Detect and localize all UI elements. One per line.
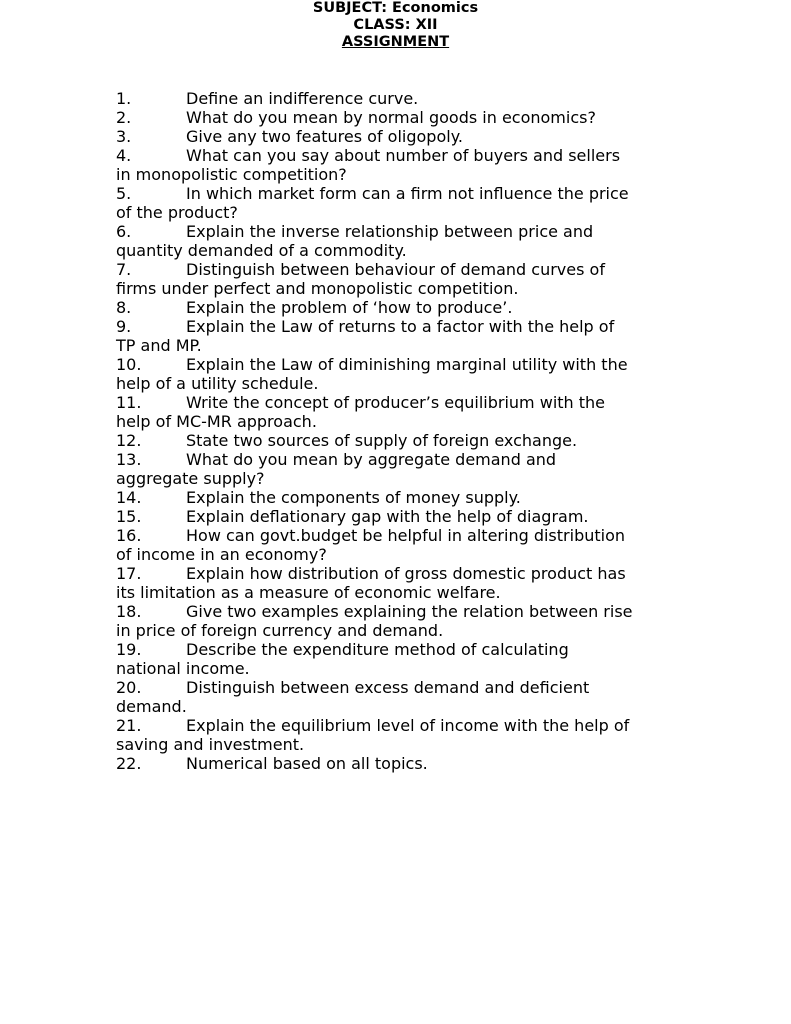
question-number: 20. (116, 678, 142, 697)
question-item (116, 564, 636, 602)
question-text: What can you say about number of buyers and sellers in monopolistic competition? (116, 146, 621, 184)
question-number: 22. (116, 754, 142, 773)
document-header (0, 0, 791, 51)
question-text: How can govt.budget be helpful in altering distribution of income in an economy? (116, 526, 626, 564)
question-number: 21. (116, 716, 142, 735)
question-text: Write the concept of producer’s equilibrium with the help of MC-MR approach. (116, 393, 606, 431)
question-text: Define an indifference curve. (186, 89, 419, 108)
question-text: Explain the Law of diminishing marginal utility with the help of a utility schedule. (116, 355, 628, 393)
question-item (116, 678, 636, 716)
question-number: 16. (116, 526, 142, 545)
question-number: 17. (116, 564, 142, 583)
class-heading: CLASS: XII (353, 17, 438, 33)
question-item (116, 146, 636, 184)
question-number: 13. (116, 450, 142, 469)
question-item (116, 716, 636, 754)
question-text: Give any two features of oligopoly. (186, 127, 463, 146)
question-number: 11. (116, 393, 142, 412)
question-item (116, 393, 636, 431)
question-list (116, 89, 636, 773)
subject-heading: SUBJECT: Economics (312, 0, 479, 16)
question-item (116, 754, 636, 773)
question-text: Explain the components of money supply. (186, 488, 521, 507)
question-item (116, 450, 636, 488)
question-text: Explain deflationary gap with the help of diagram. (186, 507, 589, 526)
question-text: What do you mean by aggregate demand and aggregate supply? (116, 450, 557, 488)
question-item (116, 298, 636, 317)
question-item (116, 127, 636, 146)
question-text: Describe the expenditure method of calculating national income. (116, 640, 569, 678)
question-number: 12. (116, 431, 142, 450)
question-number: 6. (116, 222, 132, 241)
question-number: 7. (116, 260, 132, 279)
assignment-title: ASSIGNMENT (341, 34, 450, 50)
question-number: 1. (116, 89, 132, 108)
question-number: 4. (116, 146, 132, 165)
question-text: In which market form can a firm not influence the price of the product? (116, 184, 629, 222)
question-text: Explain the problem of ‘how to produce’. (186, 298, 513, 317)
question-text: Explain how distribution of gross domestic product has its limitation as a measure of economic welfare. (116, 564, 626, 602)
question-item (116, 526, 636, 564)
question-number: 10. (116, 355, 142, 374)
question-number: 14. (116, 488, 142, 507)
question-item (116, 89, 636, 108)
question-number: 15. (116, 507, 142, 526)
question-item (116, 431, 636, 450)
question-text: Numerical based on all topics. (186, 754, 428, 773)
question-number: 18. (116, 602, 142, 621)
question-item (116, 507, 636, 526)
question-text: Explain the equilibrium level of income with the help of saving and investment. (116, 716, 630, 754)
question-text: Distinguish between behaviour of demand curves of firms under perfect and monopolistic competition. (116, 260, 605, 298)
question-number: 5. (116, 184, 132, 203)
question-item (116, 260, 636, 298)
question-item (116, 488, 636, 507)
question-number: 9. (116, 317, 132, 336)
question-number: 2. (116, 108, 132, 127)
question-item (116, 317, 636, 355)
question-text: Explain the inverse relationship between price and quantity demanded of a commodity. (116, 222, 594, 260)
question-text: Explain the Law of returns to a factor with the help of TP and MP. (116, 317, 615, 355)
question-text: State two sources of supply of foreign exchange. (186, 431, 578, 450)
question-item (116, 602, 636, 640)
question-item (116, 108, 636, 127)
question-text: Give two examples explaining the relation between rise in price of foreign currency and demand. (116, 602, 633, 640)
question-text: What do you mean by normal goods in economics? (186, 108, 596, 127)
question-text: Distinguish between excess demand and deficient demand. (116, 678, 590, 716)
question-item (116, 222, 636, 260)
question-item (116, 355, 636, 393)
question-item (116, 640, 636, 678)
question-number: 3. (116, 127, 132, 146)
question-number: 8. (116, 298, 132, 317)
question-number: 19. (116, 640, 142, 659)
question-item (116, 184, 636, 222)
